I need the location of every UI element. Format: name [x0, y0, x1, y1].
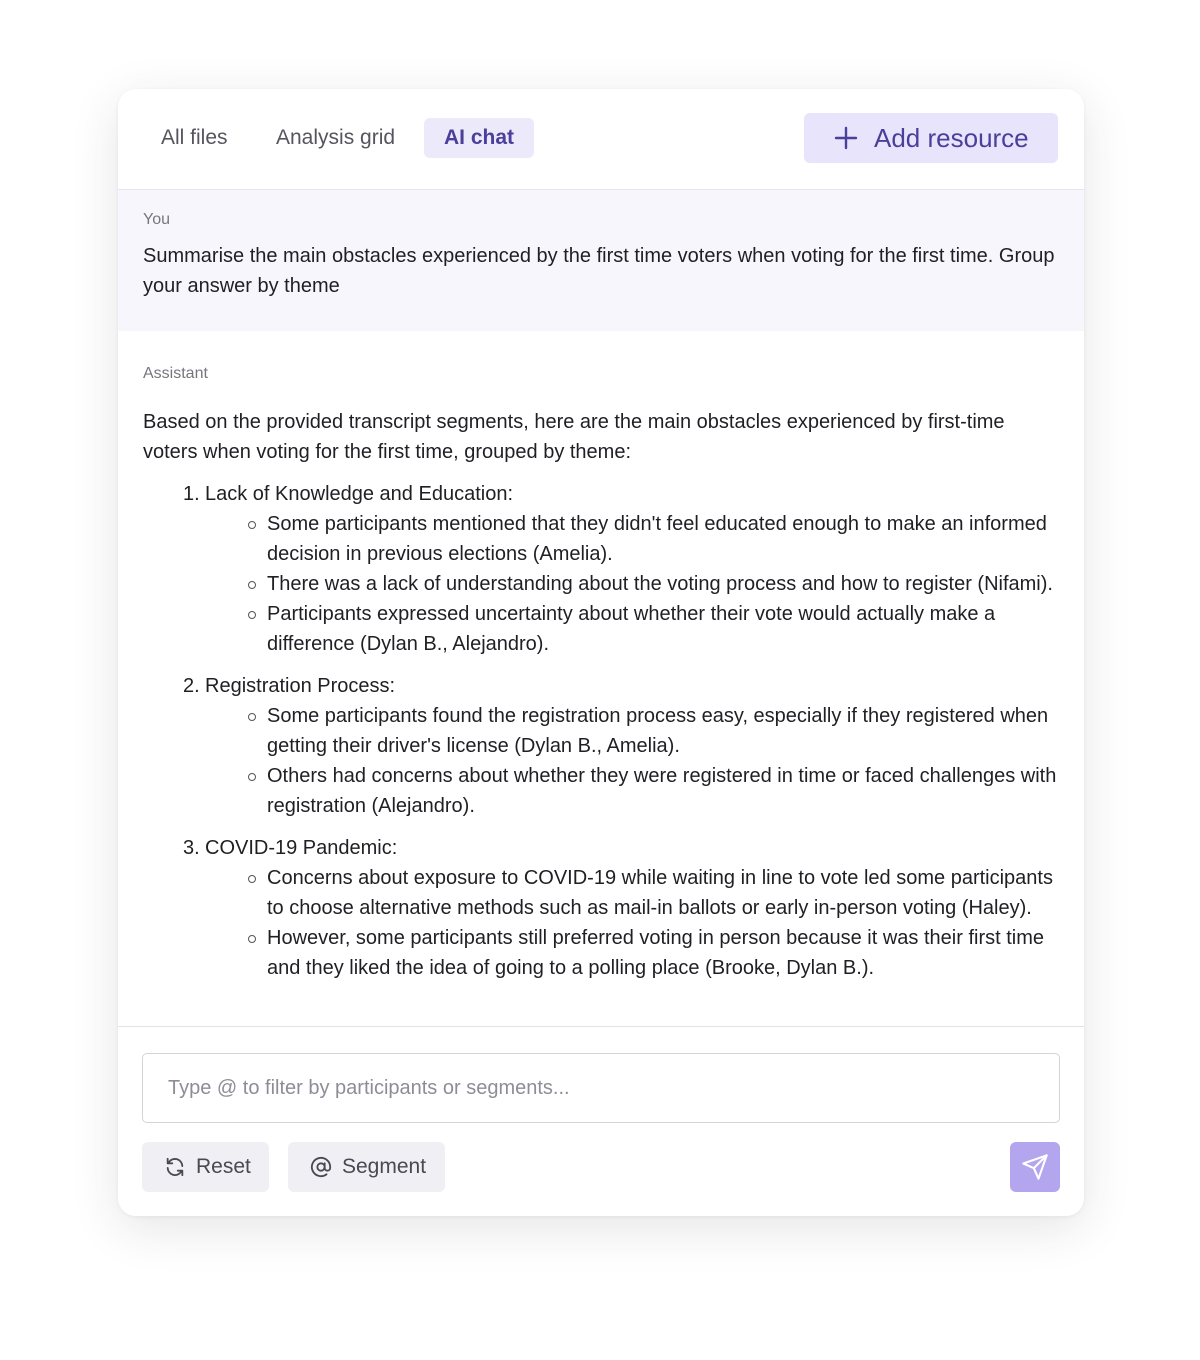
plus-icon: [834, 126, 858, 150]
assistant-role-label: Assistant: [143, 365, 208, 382]
user-message-text: Summarise the main obstacles experienced by the first time voters when voting for the first time. Group your answer by theme: [143, 245, 1055, 297]
add-resource-label: Add resource: [874, 122, 1029, 153]
user-message: [118, 190, 1084, 331]
bullet-icon: [248, 773, 256, 781]
theme-number: 2.: [183, 675, 200, 697]
list-item: Participants expressed uncertainty about whether their vote would actually make a difference (Dylan B., Alejandro).: [205, 599, 1063, 659]
theme-item: [143, 671, 1063, 821]
theme-item: [143, 479, 1063, 659]
refresh-icon: [164, 1156, 186, 1178]
list-item: However, some participants still preferred voting in person because it was their first time and they liked the idea of going to a polling place (Brooke, Dylan B.).: [205, 923, 1063, 983]
theme-number: 1.: [183, 483, 200, 505]
bullet-icon: [248, 581, 256, 589]
chat-input[interactable]: [142, 1053, 1060, 1123]
list-item: Some participants mentioned that they didn't feel educated enough to make an informed decision in previous elections (Amelia).: [205, 509, 1063, 569]
tab-all-files[interactable]: All files: [161, 126, 228, 149]
tab-ai-chat[interactable]: AI chat: [424, 118, 534, 158]
bullet-icon: [248, 875, 256, 883]
list-item: Others had concerns about whether they were registered in time or faced challenges with registration (Alejandro).: [205, 761, 1063, 821]
send-icon: [1021, 1153, 1049, 1181]
point-list: [205, 863, 1063, 983]
theme-title: Registration Process:: [205, 675, 396, 697]
reset-button[interactable]: [142, 1142, 269, 1192]
segment-label: Segment: [342, 1155, 427, 1178]
bullet-icon: [248, 713, 256, 721]
message-list[interactable]: [118, 190, 1084, 1026]
reset-label: Reset: [196, 1155, 251, 1178]
bullet-icon: [248, 935, 256, 943]
send-button[interactable]: [1010, 1142, 1060, 1192]
list-item: Some participants found the registration process easy, especially if they registered when getting their driver's license (Dylan B., Amelia).: [205, 701, 1063, 761]
top-bar: [118, 89, 1084, 190]
theme-list: [143, 479, 1063, 995]
point-list: [205, 701, 1063, 821]
chat-panel: [118, 89, 1084, 1216]
bullet-icon: [248, 611, 256, 619]
user-role-label: You: [143, 211, 170, 228]
add-resource-button[interactable]: [804, 113, 1058, 163]
theme-title: COVID-19 Pandemic:: [205, 837, 398, 859]
segment-button[interactable]: [288, 1142, 445, 1192]
theme-item: [143, 833, 1063, 983]
list-item: There was a lack of understanding about the voting process and how to register (Nifami).: [205, 569, 1063, 599]
composer: [118, 1026, 1084, 1216]
assistant-intro: Based on the provided transcript segments, here are the main obstacles experienced by first-time voters when voting for the first time, grouped by theme:: [143, 411, 1005, 463]
theme-number: 3.: [183, 837, 200, 859]
point-list: [205, 509, 1063, 659]
theme-title: Lack of Knowledge and Education:: [205, 483, 513, 505]
tab-analysis-grid[interactable]: Analysis grid: [276, 126, 396, 149]
at-sign-icon: [310, 1156, 332, 1178]
bullet-icon: [248, 521, 256, 529]
list-item: Concerns about exposure to COVID-19 while waiting in line to vote led some participants to choose alternative methods such as mail-in ballots or early in-person voting (Haley).: [205, 863, 1063, 923]
